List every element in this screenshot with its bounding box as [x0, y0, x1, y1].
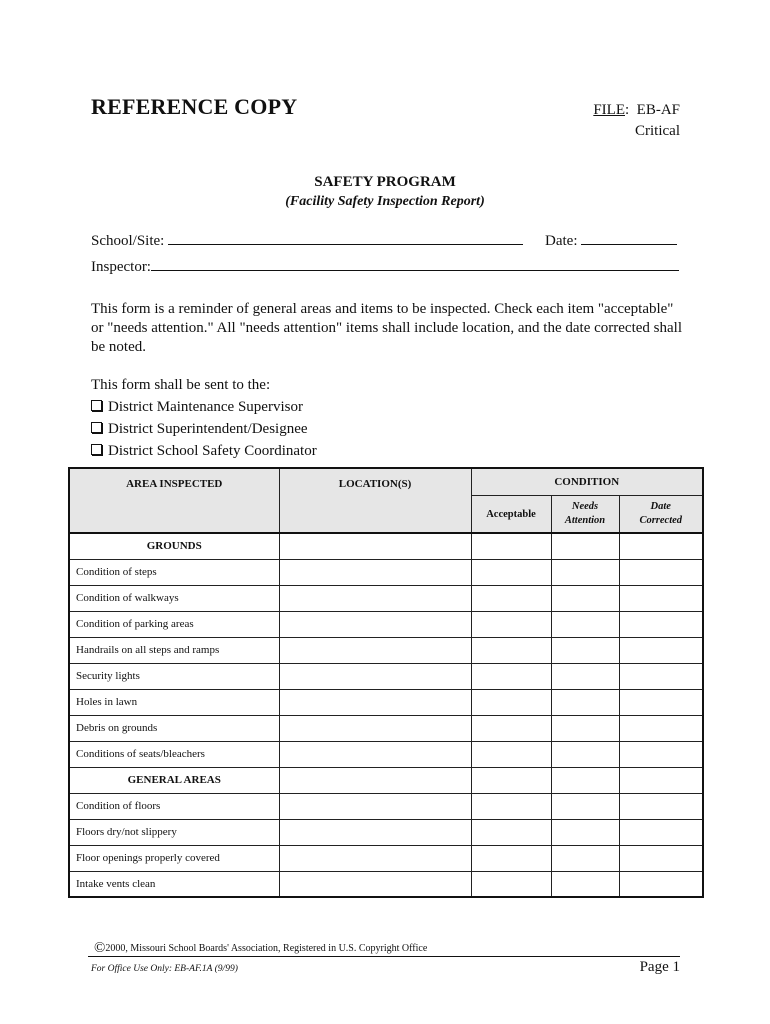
needs-attention-cell[interactable] — [551, 689, 619, 715]
copyright-icon: © — [94, 940, 106, 956]
acceptable-cell[interactable] — [471, 611, 551, 637]
checkbox-icon[interactable] — [91, 444, 102, 455]
intro-paragraph: This form is a reminder of general areas and items to be inspected. Check each item "acceptable" or "needs attention." All "needs attention" items shall include location, and the date corrected shall be noted. — [91, 301, 682, 355]
acceptable-cell[interactable] — [471, 559, 551, 585]
area-item: Condition of floors — [69, 793, 279, 819]
table-row — [69, 871, 703, 897]
table-row — [69, 585, 703, 611]
col-needs-attention-header: Needs Attention — [551, 496, 619, 534]
recipient-item[interactable] — [91, 418, 317, 440]
file-label: FILE — [593, 102, 625, 118]
needs-attention-cell[interactable] — [551, 845, 619, 871]
table-row — [69, 715, 703, 741]
inspector-label: Inspector: — [91, 259, 151, 275]
needs-attention-cell[interactable] — [551, 819, 619, 845]
inspector-field[interactable] — [91, 256, 679, 276]
acceptable-cell[interactable] — [471, 533, 551, 559]
section-row — [69, 533, 703, 559]
acceptable-cell[interactable] — [471, 663, 551, 689]
acceptable-cell[interactable] — [471, 715, 551, 741]
recipient-label: District Superintendent/Designee — [108, 421, 308, 437]
recipient-label: District School Safety Coordinator — [108, 443, 317, 459]
acceptable-cell[interactable] — [471, 637, 551, 663]
date-corrected-cell[interactable] — [619, 741, 703, 767]
table-row — [69, 559, 703, 585]
date-corrected-cell[interactable] — [619, 611, 703, 637]
file-block: FILE: EB-AF Critical — [593, 100, 680, 142]
school-site-label: School/Site: — [91, 233, 165, 249]
page-title: SAFETY PROGRAM — [314, 174, 456, 190]
file-status: Critical — [635, 123, 680, 139]
page-subtitle: (Facility Safety Inspection Report) — [285, 194, 485, 209]
acceptable-cell[interactable] — [471, 689, 551, 715]
col-acceptable-header: Acceptable — [471, 496, 551, 534]
office-use-note: For Office Use Only: EB-AF.1A (9/99) — [91, 964, 238, 974]
checkbox-icon[interactable] — [91, 422, 102, 433]
date-corrected-cell[interactable] — [619, 819, 703, 845]
table-row — [69, 689, 703, 715]
date-corrected-cell[interactable] — [619, 559, 703, 585]
area-item: Floor openings properly covered — [69, 845, 279, 871]
copyright-notice: ©2000, Missouri School Boards' Association, Registered in U.S. Copyright Office — [94, 940, 428, 956]
inspector-line[interactable] — [151, 256, 679, 271]
needs-attention-cell[interactable] — [551, 871, 619, 897]
location-cell[interactable] — [279, 819, 471, 845]
area-item: Conditions of seats/bleachers — [69, 741, 279, 767]
date-corrected-cell[interactable] — [619, 533, 703, 559]
date-label: Date: — [545, 233, 578, 249]
footer-divider — [88, 956, 680, 957]
checkbox-icon[interactable] — [91, 400, 102, 411]
sent-to-list — [91, 374, 317, 462]
date-corrected-cell[interactable] — [619, 715, 703, 741]
location-cell[interactable] — [279, 611, 471, 637]
area-item: Handrails on all steps and ramps — [69, 637, 279, 663]
date-corrected-cell[interactable] — [619, 793, 703, 819]
page-number: Page 1 — [639, 959, 680, 975]
col-location-header: LOCATION(S) — [279, 468, 471, 533]
area-item: Debris on grounds — [69, 715, 279, 741]
acceptable-cell[interactable] — [471, 767, 551, 793]
area-item: Floors dry/not slippery — [69, 819, 279, 845]
location-cell[interactable] — [279, 689, 471, 715]
table-row — [69, 741, 703, 767]
needs-attention-cell[interactable] — [551, 793, 619, 819]
area-item: Holes in lawn — [69, 689, 279, 715]
area-item: Condition of parking areas — [69, 611, 279, 637]
acceptable-cell[interactable] — [471, 793, 551, 819]
sent-to-lead: This form shall be sent to the: — [91, 377, 271, 393]
needs-attention-cell[interactable] — [551, 715, 619, 741]
inspection-table — [68, 467, 704, 898]
col-area-header: AREA INSPECTED — [69, 468, 279, 533]
needs-attention-cell[interactable] — [551, 611, 619, 637]
date-corrected-cell[interactable] — [619, 871, 703, 897]
date-corrected-cell[interactable] — [619, 663, 703, 689]
acceptable-cell[interactable] — [471, 741, 551, 767]
acceptable-cell[interactable] — [471, 819, 551, 845]
table-row — [69, 793, 703, 819]
date-corrected-cell[interactable] — [619, 585, 703, 611]
col-date-corrected-header: Date Corrected — [619, 496, 703, 534]
needs-attention-cell[interactable] — [551, 533, 619, 559]
needs-attention-cell[interactable] — [551, 559, 619, 585]
needs-attention-cell[interactable] — [551, 741, 619, 767]
date-corrected-cell[interactable] — [619, 767, 703, 793]
location-cell[interactable] — [279, 767, 471, 793]
location-cell[interactable] — [279, 793, 471, 819]
file-code: EB-AF — [636, 102, 680, 118]
area-item: Condition of walkways — [69, 585, 279, 611]
table-row — [69, 637, 703, 663]
location-cell[interactable] — [279, 871, 471, 897]
location-cell[interactable] — [279, 559, 471, 585]
table-row — [69, 819, 703, 845]
area-item: Security lights — [69, 663, 279, 689]
recipient-item[interactable] — [91, 440, 317, 462]
reference-copy-heading: REFERENCE COPY — [91, 94, 298, 119]
col-condition-header: CONDITION — [471, 468, 703, 496]
acceptable-cell[interactable] — [471, 871, 551, 897]
location-cell[interactable] — [279, 663, 471, 689]
date-corrected-cell[interactable] — [619, 845, 703, 871]
section-heading: GROUNDS — [69, 533, 279, 559]
needs-attention-cell[interactable] — [551, 663, 619, 689]
date-line[interactable] — [581, 230, 677, 245]
needs-attention-cell[interactable] — [551, 767, 619, 793]
location-cell[interactable] — [279, 585, 471, 611]
area-item: Condition of steps — [69, 559, 279, 585]
school-site-line[interactable] — [168, 230, 523, 245]
recipient-label: District Maintenance Supervisor — [108, 399, 303, 415]
section-heading: GENERAL AREAS — [69, 767, 279, 793]
date-corrected-cell[interactable] — [619, 637, 703, 663]
table-row — [69, 845, 703, 871]
area-item: Intake vents clean — [69, 871, 279, 897]
table-row — [69, 611, 703, 637]
school-site-field[interactable] — [91, 230, 523, 250]
needs-attention-cell[interactable] — [551, 637, 619, 663]
location-cell[interactable] — [279, 637, 471, 663]
location-cell[interactable] — [279, 533, 471, 559]
needs-attention-cell[interactable] — [551, 585, 619, 611]
recipient-item[interactable] — [91, 396, 317, 418]
location-cell[interactable] — [279, 715, 471, 741]
location-cell[interactable] — [279, 845, 471, 871]
table-row — [69, 663, 703, 689]
acceptable-cell[interactable] — [471, 845, 551, 871]
date-field[interactable] — [545, 230, 677, 250]
section-row — [69, 767, 703, 793]
date-corrected-cell[interactable] — [619, 689, 703, 715]
acceptable-cell[interactable] — [471, 585, 551, 611]
location-cell[interactable] — [279, 741, 471, 767]
